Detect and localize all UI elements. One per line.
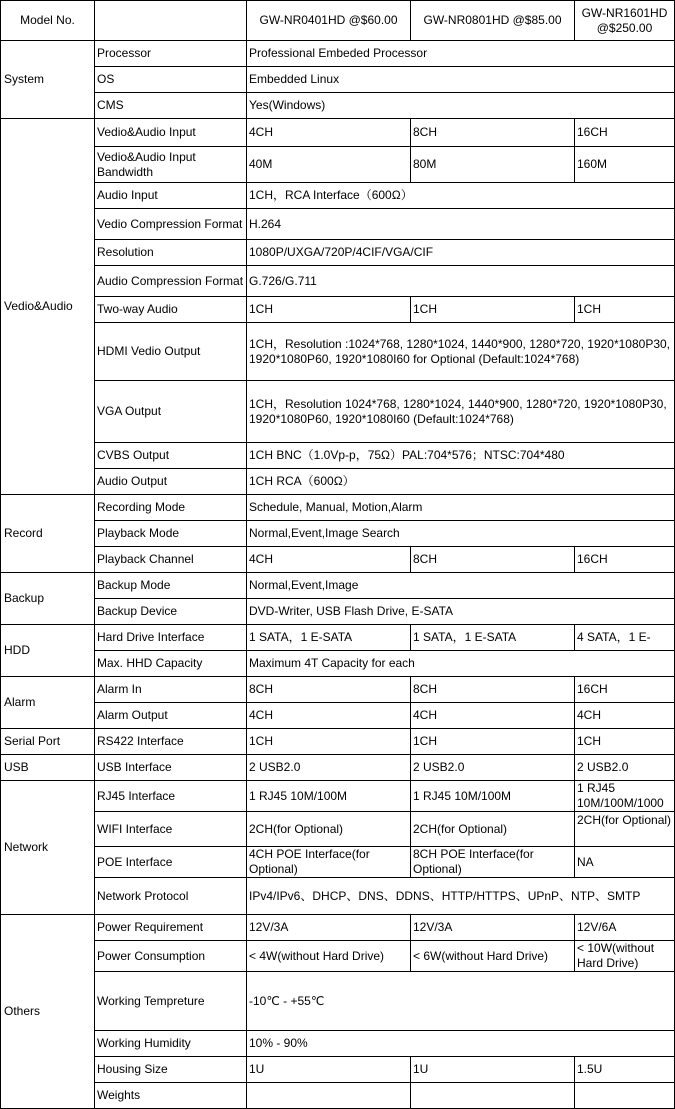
spec-row-power-requirement [1, 915, 675, 941]
spec-value: Schedule, Manual, Motion,Alarm [247, 495, 675, 521]
spec-value-model-2: 1 SATA，1 E-SATA [411, 625, 575, 651]
spec-value-model-3: 1CH [575, 729, 675, 755]
spec-value: 1CH BNC（1.0Vp-p，75Ω）PAL:704*576；NTSC:704*480 [247, 443, 675, 469]
spec-row-poe-interface [1, 847, 675, 878]
spec-value: DVD-Writer, USB Flash Drive, E-SATA [247, 599, 675, 625]
spec-label: Processor [95, 41, 247, 67]
spec-value: Professional Embeded Processor [247, 41, 675, 67]
spec-value-model-2: 1 RJ45 10M/100M [411, 781, 575, 812]
spec-row-working-humidity [1, 1031, 675, 1057]
spec-label: HDMI Vedio Output [95, 323, 247, 381]
spec-value-model-2: 1U [411, 1057, 575, 1083]
spec-value-model-1: < 4W(without Hard Drive) [247, 941, 411, 972]
spec-value-model-1: 12V/3A [247, 915, 411, 941]
spec-label: Power Consumption [95, 941, 247, 972]
spec-row-vga-output [1, 381, 675, 443]
spec-value-model-3: < 10W(without Hard Drive) [575, 941, 675, 972]
section-usb: USB [1, 755, 95, 781]
spec-label: Audio Compression Format [95, 266, 247, 297]
spec-row-alarm-in [1, 677, 675, 703]
spec-value-model-2: 2 USB2.0 [411, 755, 575, 781]
spec-value-model-3 [575, 1083, 675, 1109]
section-vedio-audio: Vedio&Audio [1, 119, 95, 495]
spec-value: 1080P/UXGA/720P/4CIF/VGA/CIF [247, 240, 675, 266]
spec-label: USB Interface [95, 755, 247, 781]
spec-value-model-2: 4CH [411, 703, 575, 729]
spec-value: 1CH，Resolution 1024*768, 1280*1024, 1440*900, 1280*720, 1920*1080P30, 1920*1080P60, 1920*1080I60 (Default:1024*768) [247, 381, 675, 443]
spec-row-resolution [1, 240, 675, 266]
spec-value-model-3: 4 SATA，1 E- [575, 625, 675, 651]
header-blank-cell [95, 1, 247, 41]
spec-value: Normal,Event,Image Search [247, 521, 675, 547]
spec-row-rs422-interface [1, 729, 675, 755]
spec-row-cms [1, 93, 675, 119]
spec-row-audio-input [1, 183, 675, 209]
section-hdd: HDD [1, 625, 95, 677]
spec-value-model-3: 1.5U [575, 1057, 675, 1083]
spec-value: G.726/G.711 [247, 266, 675, 297]
spec-label: OS [95, 67, 247, 93]
spec-row-vedio-audio-input-bandwidth [1, 147, 675, 183]
spec-row-rj45-interface [1, 781, 675, 812]
spec-label: Network Protocol [95, 878, 247, 915]
spec-value-model-1: 4CH [247, 703, 411, 729]
spec-value-model-2 [411, 1083, 575, 1109]
spec-value-model-1: 8CH [247, 677, 411, 703]
spec-value-model-3: 1 RJ45 10M/100M/1000 [575, 781, 675, 812]
spec-label: Working Tempreture [95, 972, 247, 1031]
spec-row-max-hhd-capacity [1, 651, 675, 677]
spec-label: Recording Mode [95, 495, 247, 521]
spec-value-model-2: 8CH [411, 677, 575, 703]
spec-row-working-tempreture [1, 972, 675, 1031]
spec-label: Working Humidity [95, 1031, 247, 1057]
spec-value-model-2: 8CH [411, 547, 575, 573]
spec-label: Backup Device [95, 599, 247, 625]
spec-value: Yes(Windows) [247, 93, 675, 119]
section-backup: Backup [1, 573, 95, 625]
spec-row-power-consumption [1, 941, 675, 972]
model-name-2: GW-NR0801HD @$85.00 [411, 1, 575, 41]
spec-label: VGA Output [95, 381, 247, 443]
spec-value-model-1: 4CH [247, 547, 411, 573]
spec-row-audio-compression-format [1, 266, 675, 297]
spec-value-model-3: 4CH [575, 703, 675, 729]
spec-row-backup-mode [1, 573, 675, 599]
spec-label: Audio Input [95, 183, 247, 209]
spec-value-model-1: 1CH [247, 297, 411, 323]
spec-row-weights [1, 1083, 675, 1109]
spec-value-model-3: NA [575, 847, 675, 878]
section-others: Others [1, 915, 95, 1109]
spec-value-model-2: 80M [411, 147, 575, 183]
model-label: Model No. [1, 1, 95, 41]
spec-value-model-2: 2CH(for Optional) [411, 812, 575, 847]
section-record: Record [1, 495, 95, 573]
spec-label: Weights [95, 1083, 247, 1109]
spec-value-model-1: 1 SATA，1 E-SATA [247, 625, 411, 651]
spec-row-housing-size [1, 1057, 675, 1083]
spec-table-body [1, 1, 675, 1109]
spec-value: H.264 [247, 209, 675, 240]
model-name-3: GW-NR1601HD @$250.00 [575, 1, 675, 41]
spec-row-audio-output [1, 469, 675, 495]
spec-row-hard-drive-interface [1, 625, 675, 651]
spec-label: Power Requirement [95, 915, 247, 941]
section-serial-port: Serial Port [1, 729, 95, 755]
spec-value-model-3: 16CH [575, 677, 675, 703]
spec-label: Backup Mode [95, 573, 247, 599]
spec-row-hdmi-vedio-output [1, 323, 675, 381]
spec-value-model-3: 2 USB2.0 [575, 755, 675, 781]
spec-label: Max. HHD Capacity [95, 651, 247, 677]
spec-row-recording-mode [1, 495, 675, 521]
spec-row-cvbs-output [1, 443, 675, 469]
spec-value-model-3: 16CH [575, 119, 675, 147]
spec-label: Playback Channel [95, 547, 247, 573]
spec-value-model-2: 8CH POE Interface(for Optional) [411, 847, 575, 878]
spec-value: 1CH，RCA Interface（600Ω） [247, 183, 675, 209]
spec-row-processor [1, 41, 675, 67]
spec-label: Playback Mode [95, 521, 247, 547]
spec-label: POE Interface [95, 847, 247, 878]
spec-label: RS422 Interface [95, 729, 247, 755]
spec-value-model-1: 40M [247, 147, 411, 183]
spec-label: Two-way Audio [95, 297, 247, 323]
spec-row-backup-device [1, 599, 675, 625]
spec-value-model-1: 2 USB2.0 [247, 755, 411, 781]
spec-value: 10% - 90% [247, 1031, 675, 1057]
spec-row-alarm-output [1, 703, 675, 729]
spec-value-model-2: 12V/3A [411, 915, 575, 941]
spec-label: Alarm Output [95, 703, 247, 729]
spec-label: Alarm In [95, 677, 247, 703]
model-name-1: GW-NR0401HD @$60.00 [247, 1, 411, 41]
spec-value-model-1: 1 RJ45 10M/100M [247, 781, 411, 812]
spec-label: CVBS Output [95, 443, 247, 469]
spec-row-os [1, 67, 675, 93]
header-row [1, 1, 675, 41]
spec-row-usb-interface [1, 755, 675, 781]
spec-value: -10℃ - +55℃ [247, 972, 675, 1031]
spec-row-two-way-audio [1, 297, 675, 323]
spec-value-model-3: 1CH [575, 297, 675, 323]
spec-value: 1CH RCA（600Ω） [247, 469, 675, 495]
spec-value-model-1: 4CH [247, 119, 411, 147]
spec-label: WIFI Interface [95, 812, 247, 847]
spec-value-model-1: 1U [247, 1057, 411, 1083]
section-system: System [1, 41, 95, 119]
spec-label: Hard Drive Interface [95, 625, 247, 651]
spec-value-model-2: 8CH [411, 119, 575, 147]
spec-label: Vedio&Audio Input Bandwidth [95, 147, 247, 183]
spec-label: Audio Output [95, 469, 247, 495]
spec-row-vedio-audio-input [1, 119, 675, 147]
spec-value-model-3: 12V/6A [575, 915, 675, 941]
spec-value-model-1: 4CH POE Interface(for Optional) [247, 847, 411, 878]
spec-row-playback-mode [1, 521, 675, 547]
section-alarm: Alarm [1, 677, 95, 729]
spec-value-model-3: 16CH [575, 547, 675, 573]
spec-value-text: 2CH(for Optional) [577, 813, 672, 827]
spec-row-playback-channel [1, 547, 675, 573]
spec-value-model-2: < 6W(without Hard Drive) [411, 941, 575, 972]
spec-label: Housing Size [95, 1057, 247, 1083]
spec-value: IPv4/IPv6、DHCP、DNS、DDNS、HTTP/HTTPS、UPnP、NTP、SMTP [247, 878, 675, 915]
spec-label: CMS [95, 93, 247, 119]
spec-value-model-1: 1CH [247, 729, 411, 755]
spec-value: Embedded Linux [247, 67, 675, 93]
spec-value-model-2: 1CH [411, 297, 575, 323]
spec-value-model-1 [247, 1083, 411, 1109]
spec-label: Resolution [95, 240, 247, 266]
spec-value: Maximum 4T Capacity for each [247, 651, 675, 677]
spec-row-network-protocol [1, 878, 675, 915]
spec-label: Vedio&Audio Input [95, 119, 247, 147]
spec-label: Vedio Compression Format [95, 209, 247, 240]
spec-value: Normal,Event,Image [247, 573, 675, 599]
spec-value-model-1: 2CH(for Optional) [247, 812, 411, 847]
spec-label: RJ45 Interface [95, 781, 247, 812]
spec-row-wifi-interface [1, 812, 675, 847]
spec-value-model-3 [575, 812, 675, 847]
spec-row-vedio-compression-format [1, 209, 675, 240]
section-network: Network [1, 781, 95, 915]
spec-value: 1CH，Resolution :1024*768, 1280*1024, 1440*900, 1280*720, 1920*1080P30, 1920*1080P60, 1920*1080I60 for Optional (Default:1024*768) [247, 323, 675, 381]
spec-value-model-3: 160M [575, 147, 675, 183]
spec-value-model-2: 1CH [411, 729, 575, 755]
